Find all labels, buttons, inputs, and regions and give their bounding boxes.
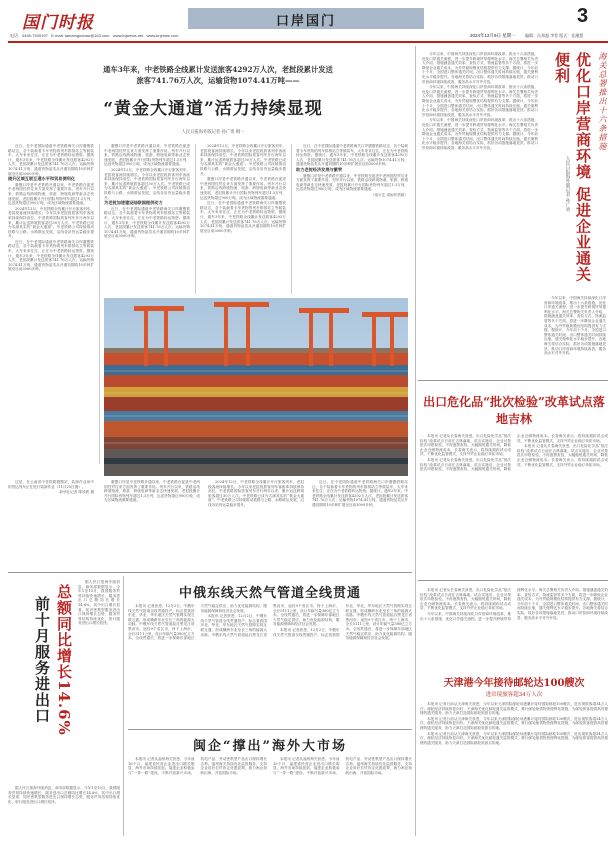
editor-line: 编辑：冯邦超 李荐 版式：佳湘慧 bbox=[525, 33, 584, 38]
top-story-byline: 人民日报海外版记者 孙广勇 桐一 bbox=[181, 130, 245, 135]
top-story-col3-text-2: 磨憨口岸是中老铁路开通以来，中老铁路在促进中老两国经贸往来方面发挥了重要作用。列车开行以来，铁路沿线跨境物流、旅游、跨境电商等新业态快速发展，老挝段累计开行国际货物列车超过1.3万列，运送货物超过900万吨，成为区域物流重要通道。 bbox=[200, 177, 286, 200]
section-title: 口岸国门 bbox=[275, 13, 336, 28]
bottom-col-divider bbox=[123, 576, 124, 836]
gas-body-text: 本报讯 记者获悉，12月2日，中俄东线天然气管道全线贯通投产，标志着我国东北、华北、华东地区天然气管网实现互联互通，形成横跨东北至长三角的能源大动脉。中俄东线天然气管道起自黑龙江省黑河市，途经9个省区市，终于上海市，全长5111公里，设计年输气量380亿立方米。全线贯通后，将进一步保障东部地区天然气稳定供应，助力优化能源结构，服务能源保障和经济社会发展。 bbox=[128, 604, 267, 641]
top-story-col3-text: 2024年12月，中老铁路全线累计开行旅客列车，老挝段客流持续增长。今年以来老挝段旅客列车客座率持续保持高位，中老铁路国际旅客列车开行两年以来，累计运送跨境旅客超过30万人次。中老铁路已成为名副其实的“黄金大通道”。中老铁路公司持续推动铁路与公路、水路联运发展，沿线各站货运量稳步提升。 bbox=[200, 144, 286, 176]
col-divider-3 bbox=[291, 144, 292, 294]
top-story-col4 bbox=[296, 144, 408, 294]
customs-headline: 优化口岸营商环境 促进企业通关便利 bbox=[553, 52, 592, 283]
tianjin-body bbox=[420, 702, 608, 834]
customs-byline: 人民日报海外版记者 孙广勇 bbox=[565, 156, 570, 212]
sidebar-divider bbox=[415, 46, 416, 836]
services-body-text: 据人民日报海外版消息，商务部数据显示，今年1至10月，我国服务贸易持续快速增长，服务进出口总额同比增长14.6%，其中出口增长显著，知识密集型服务进出口保持增长态势，服务贸易结构持续优化，旅行服务进出口增长较快。 bbox=[78, 580, 120, 626]
bottom-rule-2 bbox=[128, 729, 412, 730]
top-story-deck: 通车3年来，中老铁路全线累计发送旅客4292万人次，老挝段累计发送 旅客741.76万人次，运输货物1074.41万吨—— bbox=[103, 65, 333, 85]
top-story-col2-text: 磨憨口岸是中老铁路开通以来，中老铁路在促进中老两国经贸往来方面发挥了重要作用。列车开行以来，铁路沿线跨境物流、旅游、跨境电商等新业态快速发展，老挝段累计开行国际货物列车超过1.3万列，运送货物超过900万吨，成为区域物流重要通道。 bbox=[104, 144, 190, 167]
services-body bbox=[78, 580, 120, 780]
gas-body-text-2: 本报讯 记者获悉，12月2日，中俄东线天然气管道全线贯通投产，标志着我国东北、华北、华东地区天然气管网实现互联互通，形成横跨东北至长三角的能源大动脉。中俄东线天然气管道起自黑龙江省黑河市，途经9个省区市，终于上海市，全长5111公里，设计年输气量380亿立方米。全线贯通后，将进一步保障东部地区天然气稳定供应，助力优化能源结构，服务能源保障和经济社会发展。 bbox=[200, 604, 340, 637]
fujian-body-text-2: 本报讯 记者从福州海关获悉，今年前10个月，福建省民营企业进出口增长明显，海外市场持续拓展。福建企业积极参与“一带一路”建设，不断开拓新兴市场，机电产品、劳动密集型产品出口保持增长态势。福州海关持续优化监管服务，支持企业用好自贸协定优惠政策，助力闽企扬帆出海、开拓国际市场。 bbox=[273, 757, 412, 775]
top-story-col1-text-4: 近日，在中老国际通道中老铁路海关口岸磨憨铁路站边，各个装载着卡车货物的列车排排站立等候装车，大车来来往往，正在为中老铁路转运物资。据统计，通车3年来，中老铁路全线累计发送旅客4292万人次，老挝段累计发送旅客741.76万人次；运输货物1074.41万吨，通道货物品类从开通初期的10多种扩展至目前3000多种。 bbox=[8, 239, 94, 272]
top-story-subhead-2: 为老挝加速建设陆联国提供动力 bbox=[104, 200, 163, 206]
customs-body-lower-text: 今年以来，中国海关持续深化口岸营商环境改革，推出十六条措施，优化口岸通关流程，进一步提升跨境贸易便利化水平。海关总署相关负责人介绍，措施涵盖通关效率、查验方式、物流监管等多个方面，将进一步降低企业通关成本，为外贸稳规模优结构提供有力支撑。据统计，今年前十个月，全国进口整体通关时间、出口整体通关时间持续压缩，通关便利化水平稳步提升。各地海关将结合实际，抓好各项措施落地见效，推动口岸营商环境持续改善，服务高水平对外开放。 bbox=[544, 296, 606, 356]
top-story-col2-text-2: 2024年12月，中老铁路全线累计开行旅客列车，老挝段客流持续增长。今年以来老挝段旅客列车客座率持续保持高位，中老铁路国际旅客列车开行两年以来，累计运送跨境旅客超过30万人次。中老铁路已成为名副其实的“黄金大通道”。中老铁路公司持续推动铁路与公路、水路联运发展，沿线各站货运量稳步提升。 bbox=[104, 167, 190, 200]
fujian-story bbox=[128, 733, 412, 837]
email-text: E-mail: tamaniguobao@163.com bbox=[51, 33, 110, 38]
newspaper-logo: 国门时报 bbox=[22, 13, 94, 33]
photo-credit: 新华社记者 陈欣波 摄 bbox=[59, 490, 94, 495]
top-story-subhead-1: 提升区域互联互通水平和贸易便利化 bbox=[8, 176, 76, 182]
page-number: 3 bbox=[577, 5, 589, 27]
masthead-rule bbox=[8, 41, 608, 43]
fujian-body-text: 本报讯 记者从福州海关获悉，今年前10个月，福建省民营企业进出口增长明显，海外市场持续拓展。福建企业积极参与“一带一路”建设，不断开拓新兴市场，机电产品、劳动密集型产品出口保持增长态势。福州海关持续优化监管服务，支持企业用好自贸协定优惠政策，助力闽企扬帆出海、开拓国际市场。 bbox=[128, 757, 267, 775]
fujian-headline: 闽企“撑出”海外大市场 bbox=[193, 739, 347, 754]
website-text: www.tnjwews.net bbox=[112, 33, 144, 38]
hazmat-story bbox=[420, 386, 608, 576]
top-story-col1-text-3: 2024年12月，中老铁路全线累计开行旅客列车，老挝段客流持续增长。今年以来老挝段旅客列车客座率持续保持高位，中老铁路国际旅客列车开行两年以来，累计运送跨境旅客超过30万人次。中老铁路已成为名副其实的“黄金大通道”。中老铁路公司持续推动铁路与公路、水路联运发展，沿线各站货运量稳步提升。 bbox=[8, 206, 94, 239]
top-story-col1 bbox=[8, 144, 94, 474]
port-photo bbox=[104, 298, 408, 476]
top-story-lower-text-2: 2024年12月，中老铁路全线累计开行旅客列车，老挝段客流持续增长。今年以来老挝段旅客列车客座率持续保持高位，中老铁路国际旅客列车开行两年以来，累计运送跨境旅客超过30万人次。中老铁路已成为名副其实的“黄金大通道”。中老铁路公司持续推动铁路与公路、水路联运发展，沿线各站货运量稳步提升。 bbox=[208, 480, 304, 507]
hazmat-body-text-3: 本报讯 记者从长春海关获悉，出口危险化学品“批次检验”改革试点日前在吉林落地。试点实施后，企业可按批次申报检验，不再逐票查验，大幅缩短通关时间，降低企业仓储物流成本。长春海关表示，将持续跟踪试点成效，不断优化监管模式，支持外贸企业稳订单拓市场。 bbox=[517, 444, 608, 467]
hazmat-headline: 出口危化品“批次检验”改革试点落地吉林 bbox=[423, 395, 605, 426]
hazmat-body-text: 本报讯 记者从长春海关获悉，出口危险化学品“批次检验”改革试点日前在吉林落地。试点实施后，企业可按批次申报检验，不再逐票查验，大幅缩短通关时间，降低企业仓储物流成本。长春海关表示，将持续跟踪试点成效，不断优化监管模式，支持外贸企业稳订单拓市场。 bbox=[420, 434, 511, 457]
top-story-col3 bbox=[200, 144, 286, 294]
tianjin-body-top-text-2: 今年以来，中国海关持续深化口岸营商环境改革，推出十六条措施，优化口岸通关流程，进一步提升跨境贸易便利化水平。海关总署相关负责人介绍，措施涵盖通关效率、查验方式、物流监管等多个方面，将进一步降低企业通关成本，为外贸稳规模优结构提供有力支撑。据统计，今年前十个月，全国进口整体通关时间、出口整体通关时间持续压缩，通关便利化水平稳步提升。各地海关将结合实际，抓好各项措施落地见效，推动口岸营商环境持续改善，服务高水平对外开放。 bbox=[420, 588, 608, 621]
col-divider-2 bbox=[195, 144, 196, 294]
tianjin-headline: 天津港今年接待邮轮达100艘次 bbox=[443, 678, 585, 689]
gas-body-text-3: 本报讯 记者获悉，12月2日，中俄东线天然气管道全线贯通投产，标志着我国东北、华北、华东地区天然气管网实现互联互通，形成横跨东北至长三角的能源大动脉。中俄东线天然气管道起自黑龙江省黑河市，途经9个省区市，终于上海市，全长5111公里，设计年输气量380亿立方米。全线贯通后，将进一步保障东部地区天然气稳定供应，助力优化能源结构，服务能源保障和经济社会发展。 bbox=[273, 604, 412, 641]
services-trade-story bbox=[8, 576, 120, 838]
top-story-col1-text-2: 磨憨口岸是中老铁路开通以来，中老铁路在促进中老两国经贸往来方面发挥了重要作用。列车开行以来，铁路沿线跨境物流、旅游、跨境电商等新业态快速发展，老挝段累计开行国际货物列车超过1.3万列，运送货物超过900万吨，成为区域物流重要通道。 bbox=[8, 182, 94, 206]
masthead bbox=[0, 0, 616, 42]
customs-kicker: 海关总署推出十六条措施 bbox=[598, 52, 607, 151]
tianjin-story bbox=[420, 586, 608, 836]
photo-caption-text: 这是，在云南省中老铁路磨憨站，装卸作业场中的货运列车正在进行装卸作业（11月25日摄）。 bbox=[8, 480, 94, 489]
top-story-col2-text-3: 近日，在中老国际通道中老铁路海关口岸磨憨铁路站边，各个装载着卡车货物的列车排排站立等候装车，大车来来往往，正在为中老铁路转运物资。据统计，通车3年来，中老铁路全线累计发送旅客4292万人次，老挝段累计发送旅客741.76万人次；运输货物1074.41万吨，通道货物品类从开通初期的10多种扩展至目前3000多种。 bbox=[104, 206, 190, 239]
contact-line bbox=[10, 33, 178, 39]
top-story-subhead-3: 助力老挝经济发展与繁荣 bbox=[296, 166, 343, 172]
photo-caption bbox=[8, 480, 94, 544]
tianjin-body-text: 本报讯 记者日前从天津海关获悉，今年以来天津国际邮轮母港累计接待国际邮轮100艘次，进出境旅客超34万人次，邮轮经济持续恢复向好。天津海关优化邮轮通关监管模式，推行邮轮船供物资便利化措施，为邮轮旅客提供高效便捷的通关服务，助力天津打造国际邮轮旅游目的地。 bbox=[420, 702, 608, 716]
tianjin-body-top-text: 本报讯 记者从长春海关获悉，出口危险化学品“批次检验”改革试点日前在吉林落地。试点实施后，企业可按批次申报检验，不再逐票查验，大幅缩短通关时间，降低企业仓储物流成本。长春海关表示，将持续跟踪试点成效，不断优化监管模式，支持外贸企业稳订单拓市场。 bbox=[420, 588, 511, 611]
top-story-col4-text: 近日，在中老国际通道中老铁路海关口岸磨憨铁路站边，各个装载着卡车货物的列车排排站立等候装车，大车来来往往，正在为中老铁路转运物资。据统计，通车3年来，中老铁路全线累计发送旅客4292万人次，老挝段累计发送旅客741.76万人次；运输货物1074.41万吨，通道货物品类从开通初期的10多种扩展至目前3000多种。 bbox=[296, 144, 408, 167]
gas-body bbox=[128, 604, 412, 722]
hazmat-body-text-2: 本报讯 记者从长春海关获悉，出口危险化学品“批次检验”改革试点日前在吉林落地。试点实施后，企业可按批次申报检验，不再逐票查验，大幅缩短通关时间，降低企业仓储物流成本。长春海关表示，将持续跟踪试点成效，不断优化监管模式，支持外贸企业稳订单拓市场。 bbox=[420, 434, 608, 472]
customs-body-lower bbox=[544, 296, 606, 368]
top-story bbox=[8, 46, 412, 586]
hazmat-body bbox=[420, 434, 608, 574]
tianjin-body-text-3: 本报讯 记者日前从天津海关获悉，今年以来天津国际邮轮母港累计接待国际邮轮100艘次，进出境旅客超34万人次，邮轮经济持续恢复向好。天津海关优化邮轮通关监管模式，推行邮轮船供物资便利化措施，为邮轮旅客提供高效便捷的通关服务，助力天津打造国际邮轮旅游目的地。 bbox=[420, 731, 608, 745]
customs-measures-story bbox=[418, 46, 610, 376]
port-photo-graphic bbox=[104, 298, 408, 476]
top-story-lower bbox=[104, 480, 408, 570]
top-story-col4-text-2: 磨憨口岸是中老铁路开通以来，中老铁路在促进中老两国经贸往来方面发挥了重要作用。列车开行以来，铁路沿线跨境物流、旅游、跨境电商等新业态快速发展，老挝段累计开行国际货物列车超过1.3万列，运送货物超过900万吨，成为区域物流重要通道。 bbox=[296, 173, 408, 192]
customs-body-text-3: 今年以来，中国海关持续深化口岸营商环境改革，推出十六条措施，优化口岸通关流程，进一步提升跨境贸易便利化水平。海关总署相关负责人介绍，措施涵盖通关效率、查验方式、物流监管等多个方面，将进一步降低企业通关成本，为外贸稳规模优结构提供有力支撑。据统计，今年前十个月，全国进口整体通关时间、出口整体通关时间持续压缩，通关便利化水平稳步提升。各地海关将结合实际，抓好各项措施落地见效，推动口岸营商环境持续改善，服务高水平对外开放。 bbox=[422, 118, 538, 150]
top-story-col2 bbox=[104, 144, 190, 294]
top-story-lower-text: 磨憨口岸是中老铁路开通以来，中老铁路在促进中老两国经贸往来方面发挥了重要作用。列车开行以来，铁路沿线跨境物流、旅游、跨境电商等新业态快速发展，老挝段累计开行国际货物列车超过1.3万列，运送货物超过900万吨，成为区域物流重要通道。 bbox=[104, 480, 200, 503]
services-body-lower bbox=[8, 786, 120, 836]
col-divider-1 bbox=[99, 144, 100, 464]
services-body-lower-text: 据人民日报海外版消息，商务部数据显示，今年1至10月，我国服务贸易持续快速增长，服务进出口总额同比增长14.6%，其中出口增长显著，知识密集型服务进出口保持增长态势，服务贸易结构持续优化，旅行服务进出口增长较快。 bbox=[8, 786, 120, 804]
top-story-headline: “黄金大通道”活力持续显现 bbox=[103, 99, 323, 119]
gas-headline: 中俄东线天然气管道全线贯通 bbox=[178, 586, 361, 601]
tianjin-body-text-2: 本报讯 记者日前从天津海关获悉，今年以来天津国际邮轮母港累计接待国际邮轮100艘次，进出境旅客超34万人次，邮轮经济持续恢复向好。天津海关优化邮轮通关监管模式，推行邮轮船供物资便利化措施，为邮轮旅客提供高效便捷的通关服务，助力天津打造国际邮轮旅游目的地。 bbox=[420, 716, 608, 730]
tianjin-body-top bbox=[420, 588, 608, 668]
sidebar-rule-1 bbox=[418, 380, 608, 381]
fujian-body bbox=[128, 757, 412, 835]
top-story-credit: （梁永艺 梁雨莎供稿） bbox=[370, 192, 408, 197]
customs-body-text-2: 今年以来，中国海关持续深化口岸营商环境改革，推出十六条措施，优化口岸通关流程，进一步提升跨境贸易便利化水平。海关总署相关负责人介绍，措施涵盖通关效率、查验方式、物流监管等多个方面，将进一步降低企业通关成本，为外贸稳规模优结构提供有力支撑。据统计，今年前十个月，全国进口整体通关时间、出口整体通关时间持续压缩，通关便利化水平稳步提升。各地海关将结合实际，抓好各项措施落地见效，推动口岸营商环境持续改善，服务高水平对外开放。 bbox=[422, 85, 538, 117]
gas-pipeline-story bbox=[128, 576, 412, 726]
top-story-lower-text-3: 近日，在中老国际通道中老铁路海关口岸磨憨铁路站边，各个装载着卡车货物的列车排排站立等候装车，大车来来往往，正在为中老铁路转运物资。据统计，通车3年来，中老铁路全线累计发送旅客4292万人次，老挝段累计发送旅客741.76万人次；运输货物1074.41万吨，通道货物品类从开通初期的10多种扩展至目前3000多种。 bbox=[312, 480, 408, 507]
customs-body-text: 今年以来，中国海关持续深化口岸营商环境改革，推出十六条措施，优化口岸通关流程，进一步提升跨境贸易便利化水平。海关总署相关负责人介绍，措施涵盖通关效率、查验方式、物流监管等多个方面，将进一步降低企业通关成本，为外贸稳规模优结构提供有力支撑。据统计，今年前十个月，全国进口整体通关时间、出口整体通关时间持续压缩，通关便利化水平稳步提升。各地海关将结合实际，抓好各项措施落地见效，推动口岸营商环境持续改善，服务高水平对外开放。 bbox=[422, 52, 538, 84]
sidebar-rule-2 bbox=[418, 580, 608, 581]
top-story-col1-text: 近日，在中老国际通道中老铁路海关口岸磨憨铁路站边，各个装载着卡车货物的列车排排站立等候装车，大车来来往往，正在为中老铁路转运物资。据统计，通车3年来，中老铁路全线累计发送旅客4292万人次，老挝段累计发送旅客741.76万人次；运输货物1074.41万吨，通道货物品类从开通初期的10多种扩展至目前3000多种。 bbox=[8, 144, 94, 176]
website2-text: www.bnjmws.com bbox=[146, 33, 179, 38]
issue-date: 2024年12月9日 星期一 bbox=[470, 33, 516, 38]
customs-body bbox=[422, 52, 538, 367]
services-headline: 总额同比增长14.6% bbox=[55, 584, 73, 736]
top-story-col3-text-3: 近日，在中老国际通道中老铁路海关口岸磨憨铁路站边，各个装载着卡车货物的列车排排站立等候装车，大车来来往往，正在为中老铁路转运物资。据统计，通车3年来，中老铁路全线累计发送旅客4292万人次，老挝段累计发送旅客741.76万人次；运输货物1074.41万吨，通道货物品类从开通初期的10多种扩展至目前3000多种。 bbox=[200, 201, 286, 233]
tianjin-subhead: 进出境旅客超34万人次 bbox=[485, 692, 543, 698]
bottom-rule bbox=[8, 572, 412, 573]
phone-text: 电话：0459-7539197 bbox=[10, 33, 48, 38]
services-headline-2: 前十月服务进出口 bbox=[33, 596, 51, 724]
